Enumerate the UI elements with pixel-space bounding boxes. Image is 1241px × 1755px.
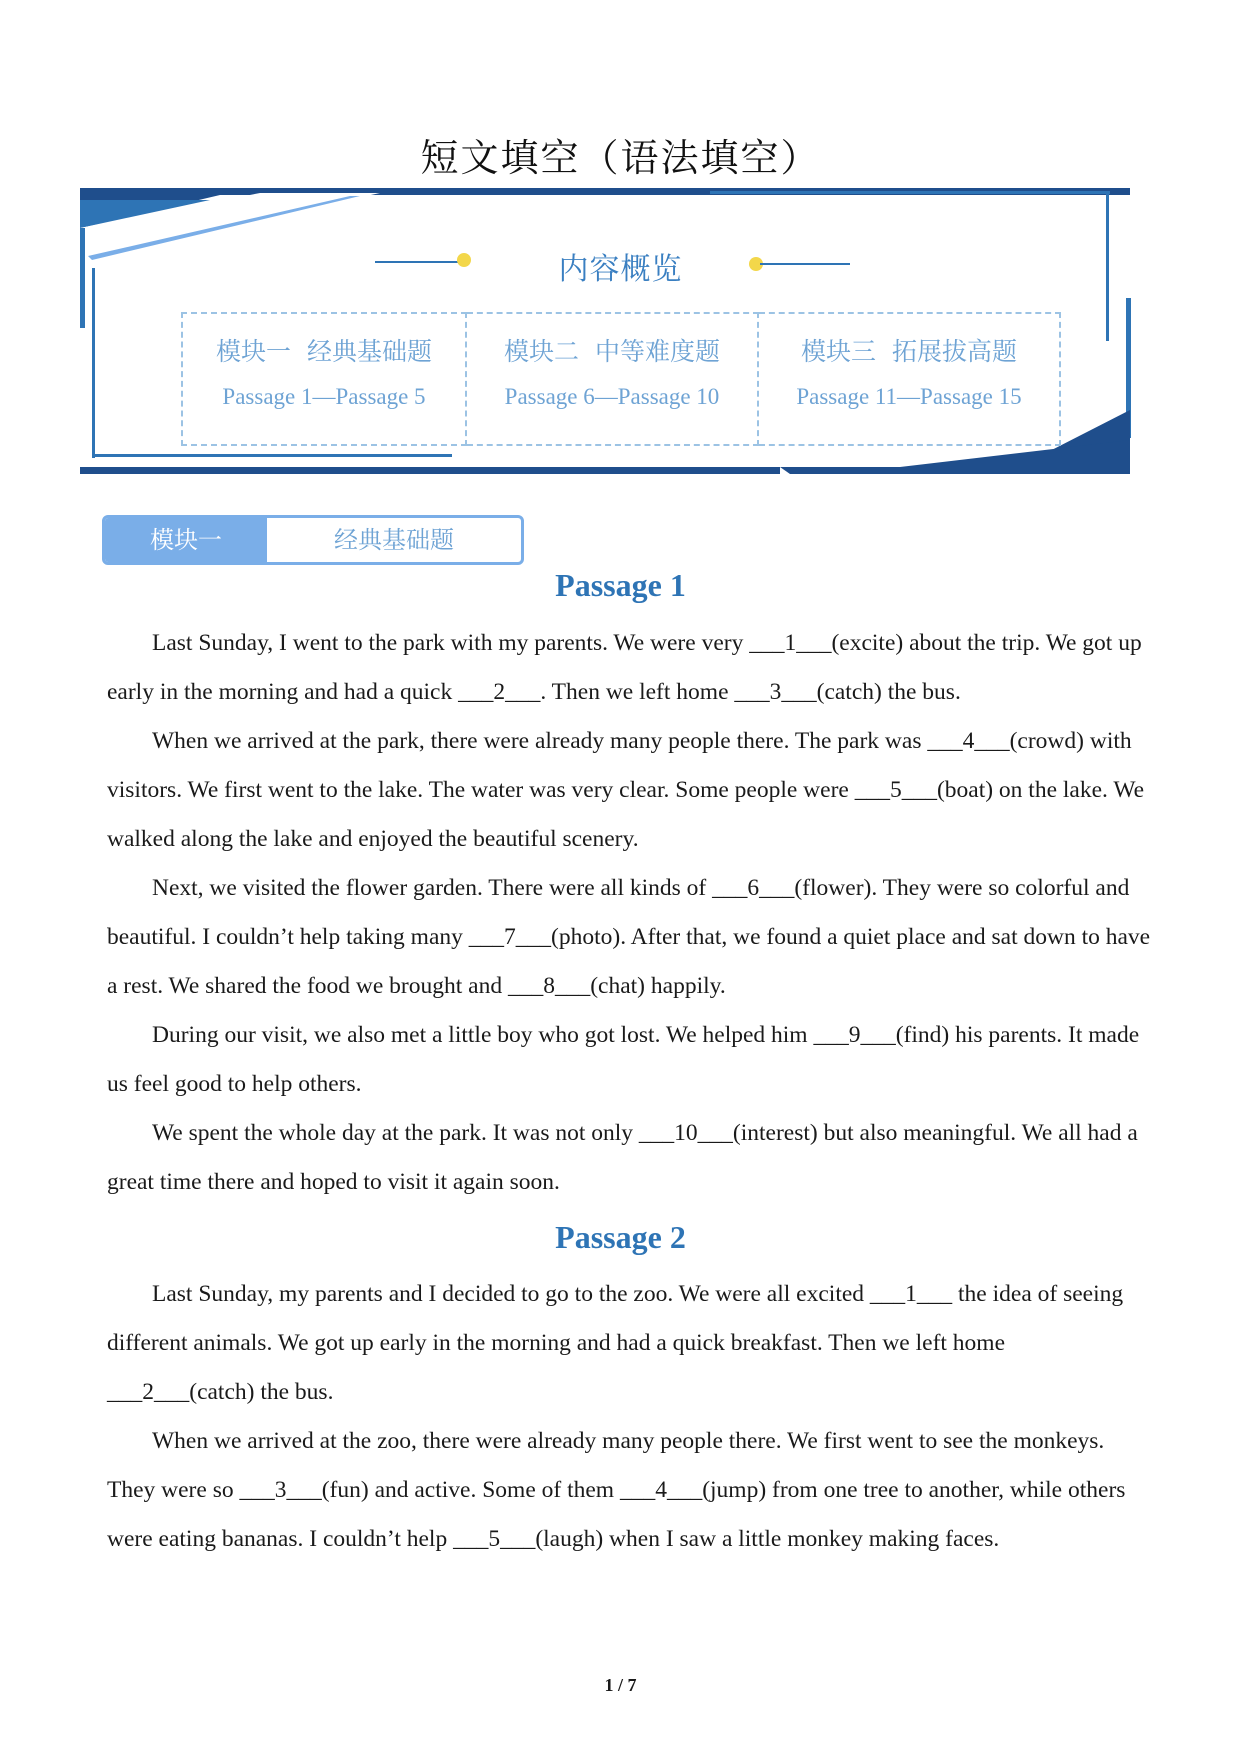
passage-2-paragraph-1: Last Sunday, my parents and I decided to go to the zoo. We were all excited ___1___ the idea of seeing different animals. We got up early in the morning and had a quick breakfast. Then we left home ___2___(catch) the bus. xyxy=(107,1281,1124,1406)
module-3-name: 模块三 拓展拔高题 xyxy=(801,337,1017,366)
passage-2-title: Passage 2 xyxy=(555,1219,686,1255)
module-2-name: 模块二 中等难度题 xyxy=(504,337,720,366)
module-2-range: Passage 6—Passage 10 xyxy=(504,384,720,409)
passage-1-paragraph-1: Last Sunday, I went to the park with my parents. We were very ___1___(excite) about the trip. We got up early in the morning and had a quick ___2___. Then we left home ___3___(catch) the bus. xyxy=(107,630,1142,706)
overview-title: 内容概览 xyxy=(558,252,683,287)
module-1-name: 模块一 经典基础题 xyxy=(216,337,432,366)
module-3-range: Passage 11—Passage 15 xyxy=(796,384,1022,409)
passage-1-paragraph-3: Next, we visited the flower garden. There were all kinds of ___6___(flower). They were so colorful and beautiful. I couldn’t help taking many ___7___(photo). After that, we found a quiet place and sat down to have a rest. We shared the food we brought and ___8___(chat) happily. xyxy=(107,875,1151,1000)
page-title: 短文填空（语法填空） xyxy=(420,136,821,180)
passage-2-paragraph-2: When we arrived at the zoo, there were already many people there. We first went to see the monkeys. They were so ___3___(fun) and active. Some of them ___4___(jump) from one tree to another, while others were eating bananas. I couldn’t help ___5___(laugh) when I saw a little monkey making faces. xyxy=(107,1428,1126,1553)
passage-1-paragraph-4: During our visit, we also met a little boy who got lost. We helped him ___9___(find) his parents. It made us feel good to help others. xyxy=(107,1022,1140,1098)
module-2-box xyxy=(467,312,759,446)
passage-1-title: Passage 1 xyxy=(555,567,686,603)
page-number: 1 / 7 xyxy=(604,1675,637,1695)
module-1-range: Passage 1—Passage 5 xyxy=(222,384,426,409)
module-tab xyxy=(102,515,524,565)
passage-1-paragraph-2: When we arrived at the park, there were already many people there. The park was ___4___(crowd) with visitors. We first went to the lake. The water was very clear. Some people were ___5___(boat) on the lake. We walked along the lake and enjoyed the beautiful scenery. xyxy=(107,728,1145,853)
module-1-box xyxy=(181,312,467,446)
module-tab-label: 模块一 xyxy=(105,518,267,562)
module-3-box xyxy=(759,312,1061,446)
passage-1-paragraph-5: We spent the whole day at the park. It was not only ___10___(interest) but also meaningful. We all had a great time there and hoped to visit it again soon. xyxy=(107,1120,1138,1196)
module-tab-name: 经典基础题 xyxy=(334,526,454,554)
